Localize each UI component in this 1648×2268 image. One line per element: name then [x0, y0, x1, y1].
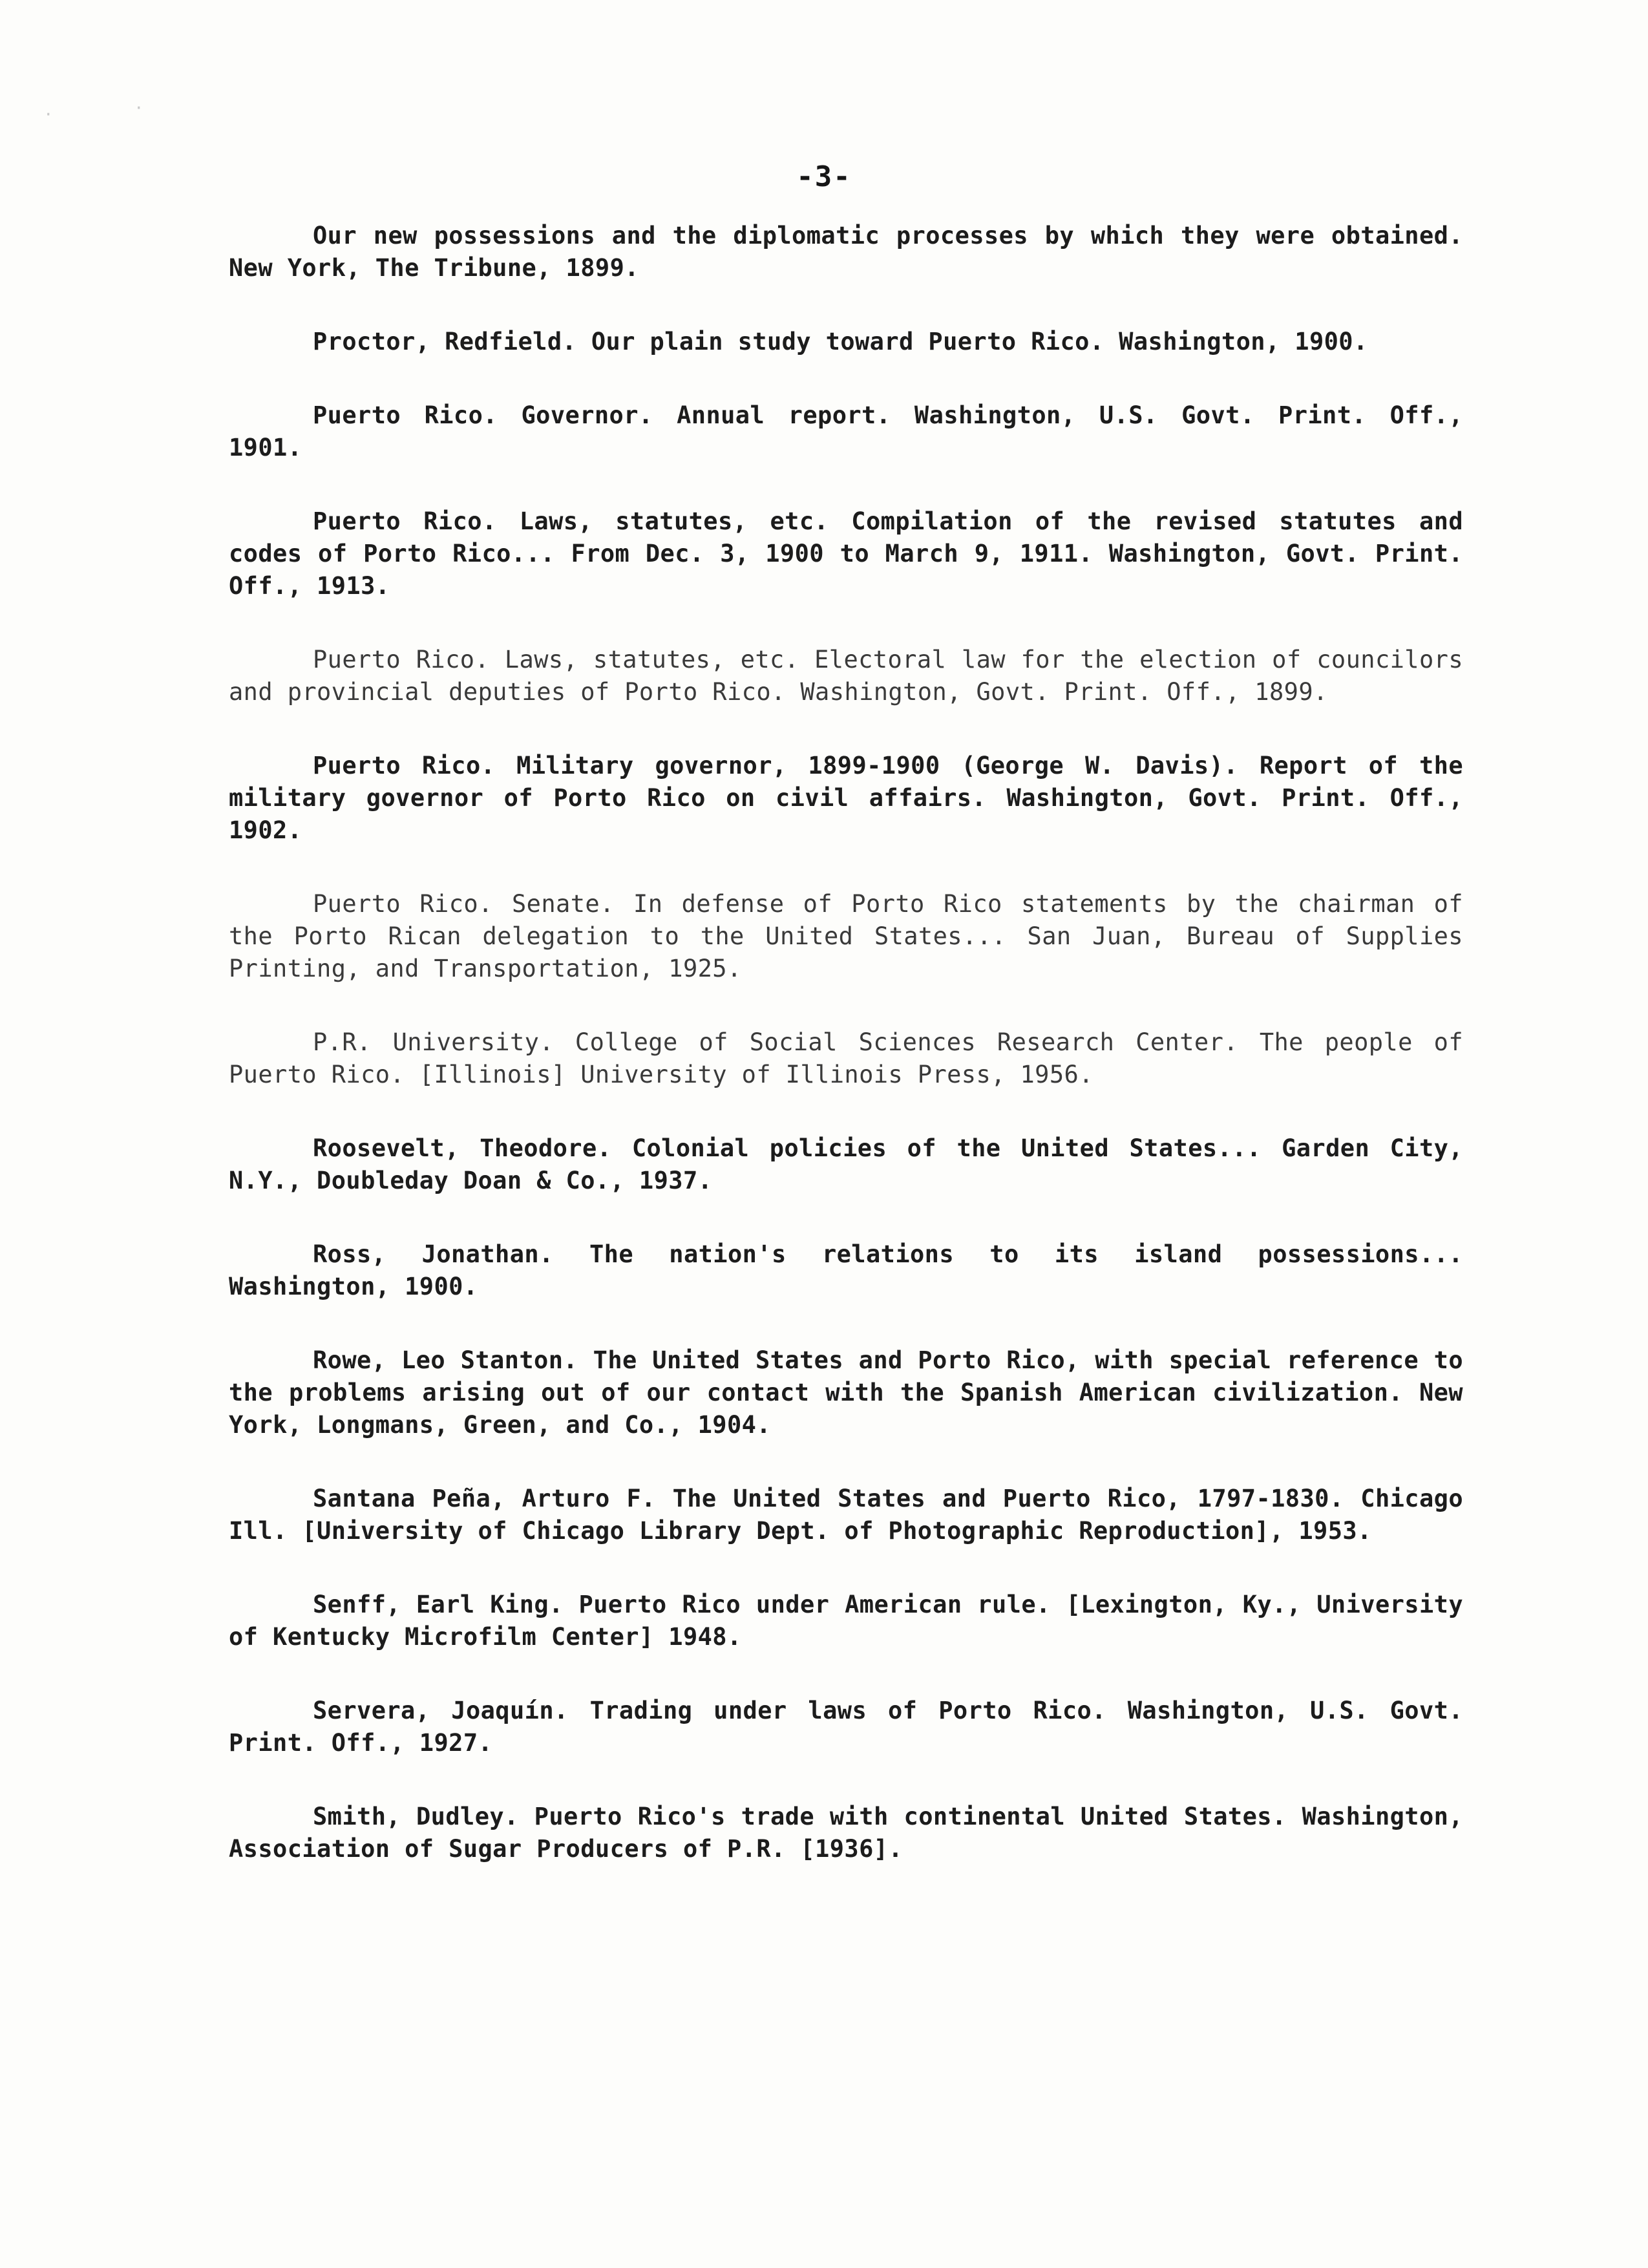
bibliography-entry: Puerto Rico. Laws, statutes, etc. Compilation of the revised statutes and codes of Porto Rico... From Dec. 3, 1900 to March 9, 1911. Washington, Govt. Print. Off., 1913. [229, 507, 1463, 600]
bibliography-entry: Servera, Joaquín. Trading under laws of Porto Rico. Washington, U.S. Govt. Print. Off., 1927. [229, 1697, 1463, 1757]
bibliography-entry: Puerto Rico. Governor. Annual report. Washington, U.S. Govt. Print. Off., 1901. [229, 401, 1463, 461]
bibliography-entry: Proctor, Redfield. Our plain study toward Puerto Rico. Washington, 1900. [313, 328, 1368, 355]
bibliography-entry: Puerto Rico. Military governor, 1899-1900 (George W. Davis). Report of the military governor of Porto Rico on civil affairs. Washington, Govt. Print. Off., 1902. [229, 752, 1463, 844]
bibliography-entry: Rowe, Leo Stanton. The United States and Porto Rico, with special reference to the problems arising out of our contact with the Spanish American civilization. New York, Longmans, Green, and Co., 1904. [229, 1346, 1463, 1439]
bibliography-entry: Our new possessions and the diplomatic processes by which they were obtained. New York, The Tribune, 1899. [229, 222, 1463, 282]
bibliography-entry: Puerto Rico. Laws, statutes, etc. Electoral law for the election of councilors and provincial deputies of Porto Rico. Washington, Govt. Print. Off., 1899. [229, 646, 1463, 706]
bibliography-entry: Senff, Earl King. Puerto Rico under American rule. [Lexington, Ky., University of Kentucky Microfilm Center] 1948. [229, 1591, 1463, 1651]
scan-speck: · [45, 103, 52, 126]
bibliography-entry: Ross, Jonathan. The nation's relations to its island possessions... Washington, 1900. [229, 1240, 1463, 1300]
scan-speck: · [136, 97, 142, 120]
bibliography-entry: Puerto Rico. Senate. In defense of Porto Rico statements by the chairman of the Porto Rican delegation to the United States... San Juan, Bureau of Supplies Printing, and Transportation, 1925. [229, 890, 1463, 982]
bibliography-entry: Roosevelt, Theodore. Colonial policies of the United States... Garden City, N.Y., Doubleday Doan & Co., 1937. [229, 1134, 1463, 1194]
bibliography-list [229, 220, 1463, 1907]
page-number: -3- [796, 160, 852, 193]
bibliography-entry: Smith, Dudley. Puerto Rico's trade with continental United States. Washington, Association of Sugar Producers of P.R. [1936]. [229, 1803, 1463, 1863]
bibliography-entry: P.R. University. College of Social Sciences Research Center. The people of Puerto Rico. [Illinois] University of Illinois Press, 1956. [229, 1028, 1463, 1088]
bibliography-entry: Santana Peña, Arturo F. The United States and Puerto Rico, 1797-1830. Chicago Ill. [University of Chicago Library Dept. of Photographic Reproduction], 1953. [229, 1485, 1463, 1545]
